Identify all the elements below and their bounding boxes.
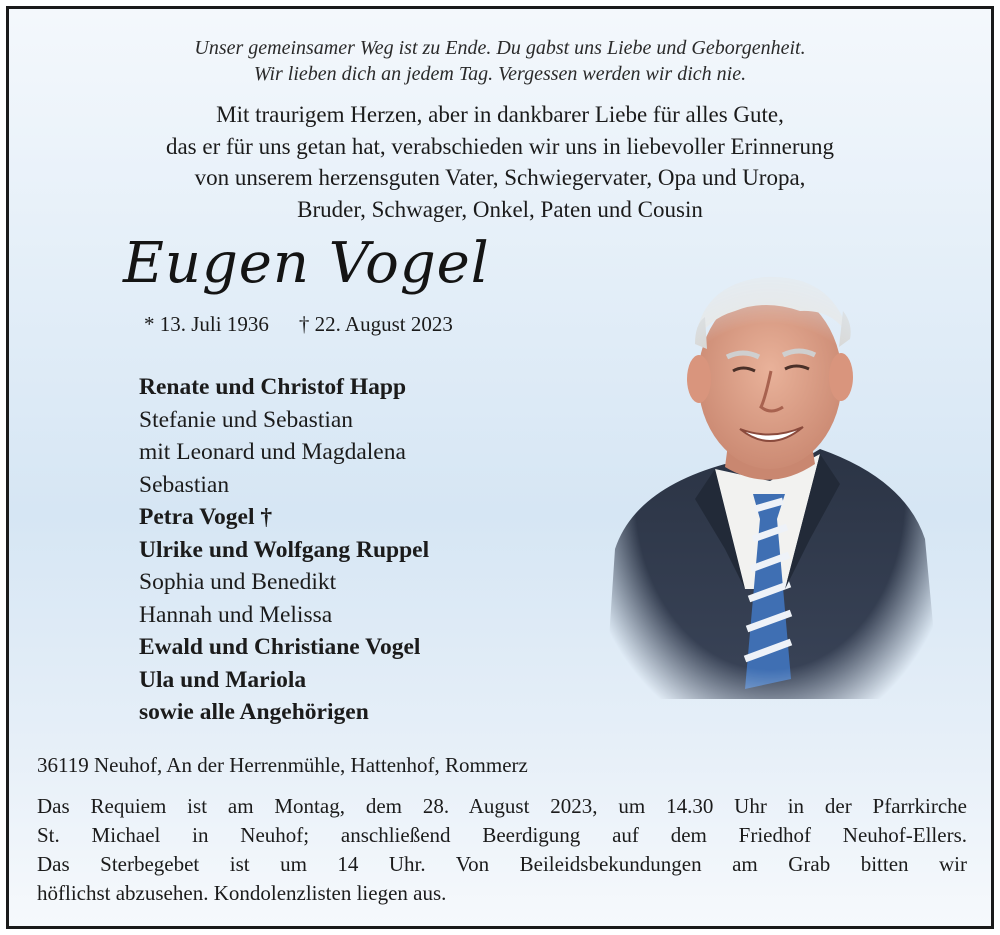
family-member: Sebastian <box>139 471 230 498</box>
family-list <box>139 371 429 729</box>
family-member: Stefanie und Sebastian <box>139 406 354 433</box>
deceased-name: Eugen Vogel <box>123 231 490 296</box>
family-member: Ula und Mariola <box>139 666 307 693</box>
family-member: Ewald und Christiane Vogel <box>139 634 421 660</box>
family-member: Petra Vogel † <box>139 504 273 530</box>
requiem-line: Das Sterbegebet ist um 14 Uhr. Von Beileidsbekundungen am Grab bitten wir <box>37 852 967 876</box>
family-member: Sophia und Benedikt <box>139 569 337 595</box>
intro-line: Mit traurigem Herzen, aber in dankbarer Liebe für alles Gute, <box>216 102 784 127</box>
intro-line: von unserem herzensguten Vater, Schwiegervater, Opa und Uropa, <box>194 165 806 190</box>
family-member: Hannah und Melissa <box>139 601 333 628</box>
intro-text <box>9 99 991 225</box>
life-dates <box>144 312 453 337</box>
family-member: mit Leonard und Magdalena <box>139 439 406 465</box>
family-member: sowie alle Angehörigen <box>139 699 369 725</box>
birth-date: * 13. Juli 1936 <box>144 312 269 336</box>
family-member: Renate und Christof Happ <box>139 374 407 400</box>
address-line: 36119 Neuhof, An der Herrenmühle, Hattenhof, Rommerz <box>37 753 528 777</box>
family-member: Ulrike und Wolfgang Ruppel <box>139 536 430 563</box>
quote-line: Wir lieben dich an jedem Tag. Vergessen werden wir dich nie. <box>253 63 747 85</box>
quote-text <box>9 35 991 87</box>
intro-line: das er für uns getan hat, verabschieden wir uns in liebevoller Erinnerung <box>165 133 835 159</box>
requiem-text <box>37 792 967 908</box>
portrait-photo <box>595 249 945 699</box>
intro-line: Bruder, Schwager, Onkel, Paten und Cousin <box>297 196 703 222</box>
requiem-line: Das Requiem ist am Montag, dem 28. August 2023, um 14.30 Uhr in der Pfarrkirche <box>37 794 967 818</box>
obituary-card <box>6 6 994 929</box>
requiem-line: höflichst abzusehen. Kondolenzlisten liegen aus. <box>37 881 447 905</box>
requiem-line: St. Michael in Neuhof; anschließend Beerdigung auf dem Friedhof Neuhof-Ellers. <box>37 823 967 847</box>
death-date: † 22. August 2023 <box>298 312 453 336</box>
quote-line: Unser gemeinsamer Weg ist zu Ende. Du gabst uns Liebe und Geborgenheit. <box>194 37 806 59</box>
